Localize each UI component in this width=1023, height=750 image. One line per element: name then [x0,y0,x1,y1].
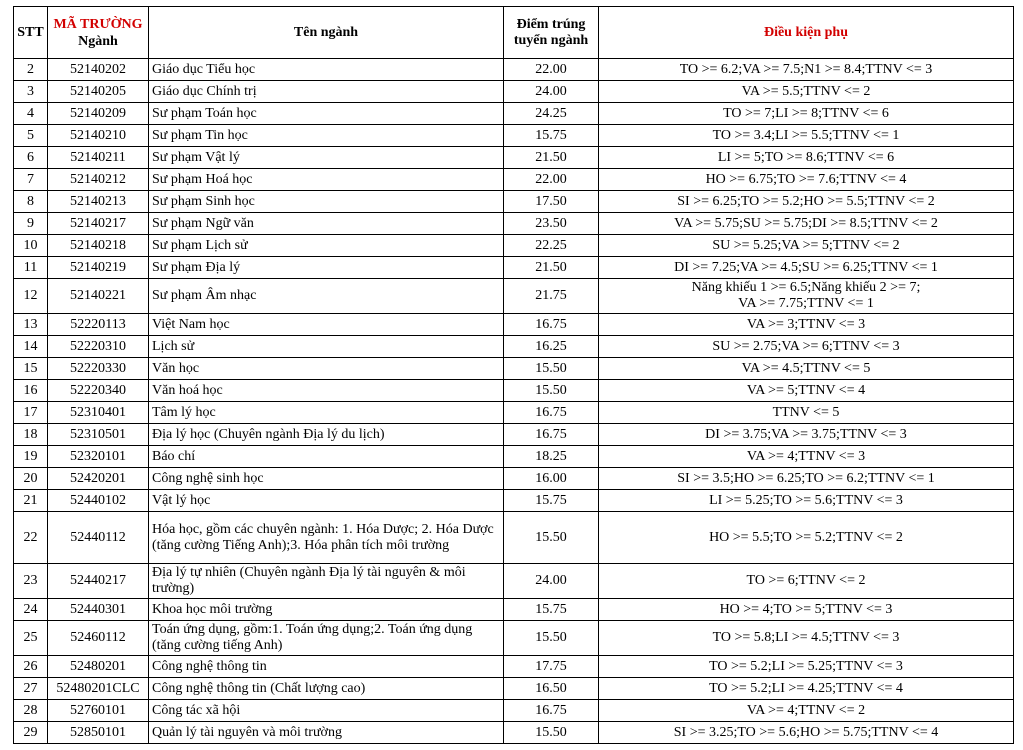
cell-conditions: TO >= 6.2;VA >= 7.5;N1 >= 8.4;TTNV <= 3 [599,59,1014,81]
cell-conditions: VA >= 4;TTNV <= 3 [599,446,1014,468]
cell-score: 17.50 [504,191,599,213]
cell-score: 21.50 [504,147,599,169]
cell-major-name: Sư phạm Ngữ văn [149,213,504,235]
cell-conditions: TTNV <= 5 [599,402,1014,424]
cell-score: 24.00 [504,564,599,599]
cell-stt: 27 [14,678,48,700]
cell-conditions: SU >= 5.25;VA >= 5;TTNV <= 2 [599,235,1014,257]
cell-major-name: Hóa học, gồm các chuyên ngành: 1. Hóa Dược; 2. Hóa Dược (tăng cường Tiếng Anh);3. Hóa phân tích môi trường [149,512,504,564]
cell-major-code: 52480201CLC [48,678,149,700]
cell-stt: 29 [14,722,48,744]
cell-stt: 5 [14,125,48,147]
cell-conditions: LI >= 5;TO >= 8.6;TTNV <= 6 [599,147,1014,169]
cell-conditions: HO >= 6.75;TO >= 7.6;TTNV <= 4 [599,169,1014,191]
cell-major-name: Văn học [149,358,504,380]
table-row [14,380,1014,402]
cell-major-name: Sư phạm Hoá học [149,169,504,191]
cell-stt: 14 [14,336,48,358]
cell-score: 15.50 [504,358,599,380]
cell-major-code: 52140205 [48,81,149,103]
cell-major-name: Địa lý học (Chuyên ngành Địa lý du lịch) [149,424,504,446]
table-row [14,512,1014,564]
table-row [14,402,1014,424]
cell-score: 16.75 [504,424,599,446]
cell-major-code: 52140211 [48,147,149,169]
cell-stt: 11 [14,257,48,279]
cell-stt: 19 [14,446,48,468]
cell-major-name: Tâm lý học [149,402,504,424]
cell-major-name: Khoa học môi trường [149,599,504,621]
cell-major-name: Quản lý tài nguyên và môi trường [149,722,504,744]
table-row [14,59,1014,81]
cell-score: 22.25 [504,235,599,257]
cell-stt: 7 [14,169,48,191]
cell-stt: 6 [14,147,48,169]
cell-major-code: 52220340 [48,380,149,402]
cell-major-name: Địa lý tự nhiên (Chuyên ngành Địa lý tài nguyên & môi trường) [149,564,504,599]
cell-conditions: VA >= 3;TTNV <= 3 [599,314,1014,336]
cell-major-name: Lịch sử [149,336,504,358]
table-row [14,279,1014,314]
cell-major-code: 52140217 [48,213,149,235]
cell-score: 22.00 [504,59,599,81]
cell-stt: 15 [14,358,48,380]
table-row [14,358,1014,380]
cell-major-code: 52320101 [48,446,149,468]
cell-score: 15.75 [504,490,599,512]
table-row [14,147,1014,169]
header-school-code: MÃ TRƯỜNG [53,16,143,32]
cell-stt: 8 [14,191,48,213]
cell-major-name: Văn hoá học [149,380,504,402]
cell-score: 16.75 [504,402,599,424]
cell-major-code: 52310501 [48,424,149,446]
cell-major-name: Sư phạm Lịch sử [149,235,504,257]
cell-major-name: Toán ứng dụng, gồm:1. Toán ứng dụng;2. Toán ứng dụng (tăng cường tiếng Anh) [149,621,504,656]
cell-score: 15.50 [504,380,599,402]
cell-score: 23.50 [504,213,599,235]
cell-major-code: 52220113 [48,314,149,336]
cell-score: 15.50 [504,621,599,656]
cell-conditions: VA >= 4.5;TTNV <= 5 [599,358,1014,380]
table-row [14,125,1014,147]
cell-conditions: TO >= 7;LI >= 8;TTNV <= 6 [599,103,1014,125]
header-score-line2: tuyển ngành [513,32,589,48]
cell-conditions: DI >= 3.75;VA >= 3.75;TTNV <= 3 [599,424,1014,446]
cell-major-code: 52760101 [48,700,149,722]
cell-major-code: 52220330 [48,358,149,380]
table-row [14,81,1014,103]
cell-major-code: 52420201 [48,468,149,490]
cell-major-code: 52140218 [48,235,149,257]
cell-stt: 2 [14,59,48,81]
cell-major-code: 52140202 [48,59,149,81]
cell-major-name: Sư phạm Âm nhạc [149,279,504,314]
cell-conditions: SI >= 3.25;TO >= 5.6;HO >= 5.75;TTNV <= 4 [599,722,1014,744]
cell-stt: 9 [14,213,48,235]
cell-major-name: Công nghệ thông tin (Chất lượng cao) [149,678,504,700]
table-row [14,564,1014,599]
cell-conditions: TO >= 6;TTNV <= 2 [599,564,1014,599]
cell-major-name: Sư phạm Sinh học [149,191,504,213]
cell-stt: 21 [14,490,48,512]
cell-major-code: 52850101 [48,722,149,744]
cell-conditions: SI >= 6.25;TO >= 5.2;HO >= 5.5;TTNV <= 2 [599,191,1014,213]
cell-conditions: SU >= 2.75;VA >= 6;TTNV <= 3 [599,336,1014,358]
cell-major-name: Giáo dục Chính trị [149,81,504,103]
cell-major-name: Công nghệ sinh học [149,468,504,490]
table-row [14,700,1014,722]
cell-conditions: VA >= 5.75;SU >= 5.75;DI >= 8.5;TTNV <= 2 [599,213,1014,235]
cell-score: 21.75 [504,279,599,314]
cell-stt: 12 [14,279,48,314]
cell-score: 15.50 [504,722,599,744]
cell-conditions: VA >= 5.5;TTNV <= 2 [599,81,1014,103]
cell-stt: 18 [14,424,48,446]
cell-stt: 16 [14,380,48,402]
table-row [14,468,1014,490]
table-row [14,446,1014,468]
cell-major-code: 52440102 [48,490,149,512]
cell-score: 22.00 [504,169,599,191]
cell-stt: 20 [14,468,48,490]
cell-conditions: HO >= 4;TO >= 5;TTNV <= 3 [599,599,1014,621]
cell-conditions: TO >= 5.2;LI >= 5.25;TTNV <= 3 [599,656,1014,678]
cell-major-code: 52480201 [48,656,149,678]
cell-score: 15.50 [504,512,599,564]
admissions-table [13,6,1014,744]
cell-major-name: Vật lý học [149,490,504,512]
cell-stt: 17 [14,402,48,424]
cell-major-name: Giáo dục Tiểu học [149,59,504,81]
cell-conditions: TO >= 5.2;LI >= 4.25;TTNV <= 4 [599,678,1014,700]
cell-conditions: VA >= 5;TTNV <= 4 [599,380,1014,402]
cell-score: 21.50 [504,257,599,279]
header-row [14,7,1014,59]
table-body [14,59,1014,744]
cell-conditions: HO >= 5.5;TO >= 5.2;TTNV <= 2 [599,512,1014,564]
cell-score: 16.50 [504,678,599,700]
table-row [14,235,1014,257]
table-row [14,257,1014,279]
cell-major-name: Báo chí [149,446,504,468]
cell-conditions: SI >= 3.5;HO >= 6.25;TO >= 6.2;TTNV <= 1 [599,468,1014,490]
cell-stt: 26 [14,656,48,678]
cell-major-name: Sư phạm Địa lý [149,257,504,279]
table-row [14,191,1014,213]
cell-major-code: 52440112 [48,512,149,564]
cell-score: 16.75 [504,700,599,722]
cell-major-code: 52460112 [48,621,149,656]
cell-stt: 22 [14,512,48,564]
table-row [14,336,1014,358]
cell-conditions: TO >= 3.4;LI >= 5.5;TTNV <= 1 [599,125,1014,147]
cell-score: 15.75 [504,599,599,621]
cell-major-code: 52140219 [48,257,149,279]
cell-conditions: Năng khiếu 1 >= 6.5;Năng khiếu 2 >= 7; VA >= 7.75;TTNV <= 1 [599,279,1014,314]
table-row [14,213,1014,235]
cell-conditions: VA >= 4;TTNV <= 2 [599,700,1014,722]
cell-conditions: TO >= 5.8;LI >= 4.5;TTNV <= 3 [599,621,1014,656]
cell-major-code: 52140213 [48,191,149,213]
cell-stt: 28 [14,700,48,722]
cell-major-name: Công nghệ thông tin [149,656,504,678]
cell-score: 15.75 [504,125,599,147]
cell-score: 16.00 [504,468,599,490]
table-row [14,678,1014,700]
cell-stt: 3 [14,81,48,103]
cell-conditions: LI >= 5.25;TO >= 5.6;TTNV <= 3 [599,490,1014,512]
header-major-name: Tên ngành [149,7,504,59]
cell-score: 24.25 [504,103,599,125]
cell-stt: 23 [14,564,48,599]
cell-major-name: Việt Nam học [149,314,504,336]
table-row [14,599,1014,621]
cell-major-code: 52140221 [48,279,149,314]
cell-stt: 10 [14,235,48,257]
cell-stt: 4 [14,103,48,125]
cell-major-code: 52440217 [48,564,149,599]
cell-score: 16.25 [504,336,599,358]
header-conditions: Điều kiện phụ [599,7,1014,59]
header-score [504,7,599,59]
cell-major-code: 52220310 [48,336,149,358]
cell-score: 17.75 [504,656,599,678]
table-row [14,424,1014,446]
cell-score: 18.25 [504,446,599,468]
table-row [14,314,1014,336]
table-row [14,103,1014,125]
table-row [14,169,1014,191]
cell-major-code: 52140212 [48,169,149,191]
cell-major-code: 52440301 [48,599,149,621]
cell-major-name: Sư phạm Vật lý [149,147,504,169]
cell-major-code: 52310401 [48,402,149,424]
table-row [14,656,1014,678]
cell-score: 16.75 [504,314,599,336]
cell-score: 24.00 [504,81,599,103]
header-code [48,7,149,59]
cell-major-name: Sư phạm Toán học [149,103,504,125]
cell-stt: 13 [14,314,48,336]
header-score-line1: Điểm trúng [516,16,586,32]
cell-conditions: DI >= 7.25;VA >= 4.5;SU >= 6.25;TTNV <= 1 [599,257,1014,279]
cell-stt: 24 [14,599,48,621]
cell-major-code: 52140210 [48,125,149,147]
table-row [14,722,1014,744]
cell-major-code: 52140209 [48,103,149,125]
header-major-code: Ngành [78,33,118,49]
cell-major-name: Công tác xã hội [149,700,504,722]
table-row [14,490,1014,512]
table-row [14,621,1014,656]
header-stt: STT [14,7,48,59]
cell-major-name: Sư phạm Tin học [149,125,504,147]
cell-stt: 25 [14,621,48,656]
